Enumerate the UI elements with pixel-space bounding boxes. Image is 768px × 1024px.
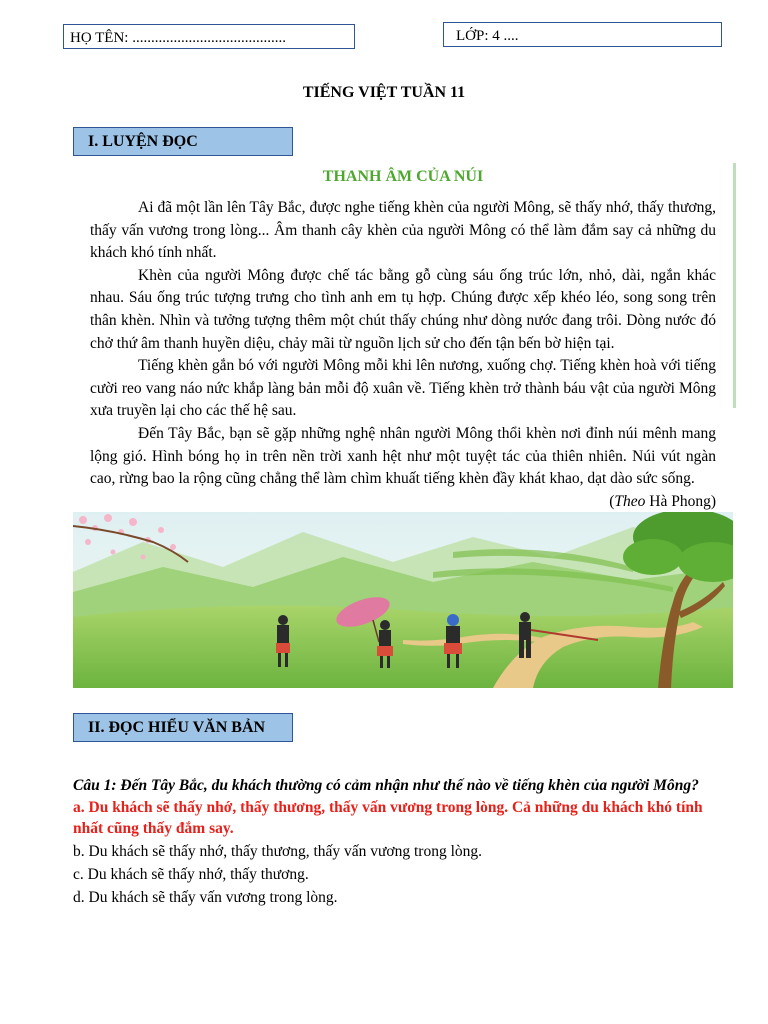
question-text: Câu 1: Đến Tây Bắc, du khách thường có cảm nhận như thế nào về tiếng khèn của người Mông? [73,777,699,794]
decorative-rule [733,163,736,408]
name-field[interactable] [63,24,355,49]
page-title: TIẾNG VIỆT TUẦN 11 [302,84,466,101]
class-field[interactable] [443,22,722,47]
story-paragraph: Tiếng khèn gắn bó với người Mông mỗi khi lên nương, xuống chợ. Tiếng khèn hoà với tiếng cười reo vang náo nức khắp làng bản mỗi độ xuân về. Tiếng khèn trở thành báu vật của người Mông xưa truyền lại cho các thế hệ sau. [90,357,716,420]
answer-c[interactable]: c. Du khách sẽ thấy nhớ, thấy thương. [73,866,309,883]
class-label: LỚP: 4 .... [456,28,519,44]
question-1 [73,775,723,908]
source-paren: ( [609,492,615,510]
answer-b[interactable]: b. Du khách sẽ thấy nhớ, thấy thương, thấy vấn vương trong lòng. [73,843,483,860]
story-paragraph: Đến Tây Bắc, bạn sẽ gặp những nghệ nhân người Mông thổi khèn nơi đỉnh núi mênh mang lộng gió. Hình bóng họ in trên nền trời xanh hệt như một tuyệt tác của thiên nhiên. Núi vút ngàn cao, rừng bao la rộng cũng chẳng thể làm chìm khuất tiếng khèn đầy khát khao, dạt dào sức sống. [90,424,716,488]
section-heading-reading: I. LUYỆN ĐỌC [73,127,293,156]
source-author: Hà Phong) [645,492,716,510]
name-label: HỌ TÊN: ......................................... [70,30,286,46]
story-paragraph: Khèn của người Mông được chế tác bằng gỗ cùng sáu ống trúc lớn, nhỏ, dài, ngắn khác nhau. Sáu ống trúc tượng trưng cho tình anh em tụ hợp. Chúng được xếp khéo léo, song song trên thân khèn. Nhìn và tưởng tượng thêm một chút thấy chúng như dòng nước đang trôi. Dòng nước đó chở thứ âm thanh huyền diệu, chảy mãi từ nguồn lịch sử cho đến tận bến bờ hiện tại. [90,266,716,352]
answer-a-correct[interactable]: a. Du khách sẽ thấy nhớ, thấy thương, thấy vấn vương trong lòng. Cả những du khách khó tính nhất cũng thấy đắm say. [73,799,703,837]
story-paragraph: Ai đã một lần lên Tây Bắc, được nghe tiếng khèn của người Mông, sẽ thấy nhớ, thấy thương, thấy vấn vương trong lòng... Âm thanh cây khèn của người Mông có thể làm đắm say cả những du khách khó tính nhất. [90,199,716,262]
story-title: THANH ÂM CỦA NÚI [322,168,484,185]
story-body [90,197,716,513]
landscape-illustration [73,512,733,688]
answer-d[interactable]: d. Du khách sẽ thấy vấn vương trong lòng. [73,889,338,906]
section-heading-comprehension: II. ĐỌC HIỂU VĂN BẢN [73,713,293,742]
source-theo: Theo [614,492,646,510]
story-source [90,491,716,514]
